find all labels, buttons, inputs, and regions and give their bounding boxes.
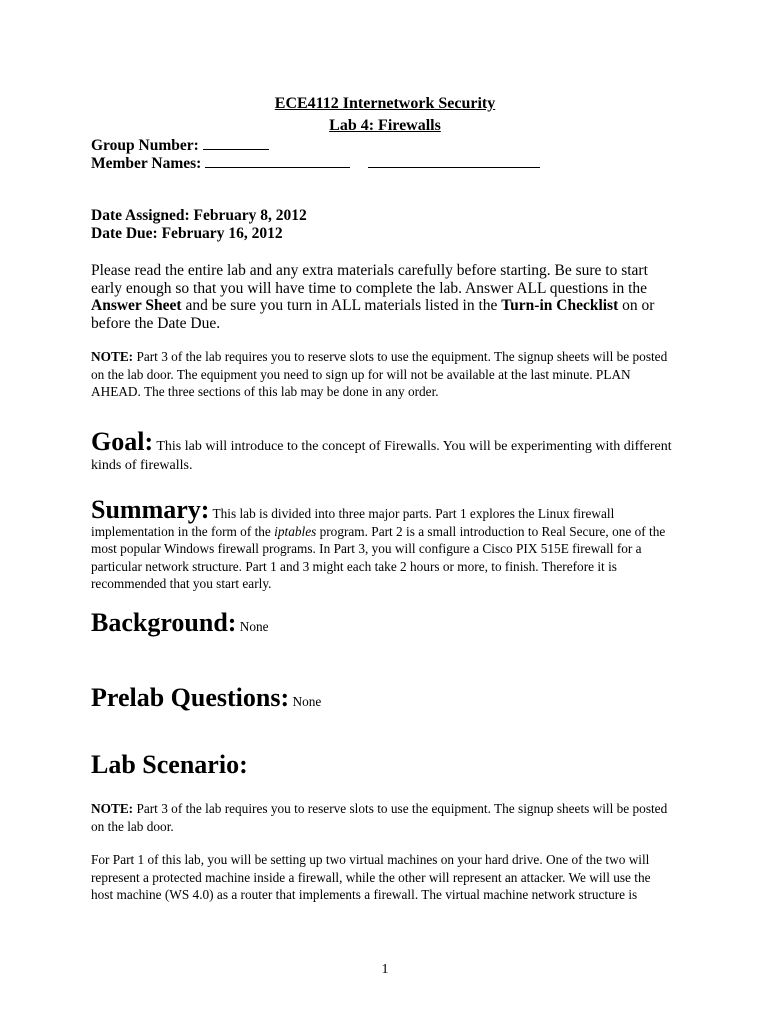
background-heading: Background: — [91, 608, 237, 637]
prelab-text: None — [289, 694, 322, 709]
goal-heading: Goal: — [91, 427, 154, 456]
date-due: Date Due: February 16, 2012 — [91, 225, 283, 242]
scenario-paragraph: For Part 1 of this lab, you will be setting up two virtual machines on your hard drive. One of the two will represent a protected machine inside a firewall, while the other will represent an attacker. We will use the host machine (WS 4.0) as a router that implements a firewall. The virtual machine network structure is — [91, 852, 651, 902]
member-name-field-2[interactable] — [368, 154, 540, 168]
prelab-section — [91, 683, 675, 712]
summary-heading: Summary: — [91, 495, 210, 524]
prelab-heading: Prelab Questions: — [91, 683, 290, 712]
member-names-row — [91, 154, 540, 173]
scenario-section — [91, 750, 675, 779]
date-assigned: Date Assigned: February 8, 2012 — [91, 207, 307, 224]
member-names-label: Member Names: — [91, 155, 202, 172]
goal-text: This lab will introduce to the concept of Firewalls. You will be experimenting with different kinds of firewalls. — [91, 439, 672, 473]
scenario-note: NOTE: Part 3 of the lab requires you to reserve slots to use the equipment. The signup sheets will be posted on the lab door. — [91, 801, 668, 834]
summary-section: Summary: This lab is divided into three major parts. Part 1 explores the Linux firewall implementation in the form of the iptables program. Part 2 is a small introduction to Real Secure, one of the most popular Windows firewall programs. In Part 3, you will configure a Cisco PIX 515E firewall for a particular network structure. Part 1 and 3 might each take 2 hours or more, to finish. Therefore it is recommended that you start early. — [91, 495, 666, 591]
group-number-row — [91, 136, 269, 155]
note-label: NOTE: — [91, 349, 134, 364]
background-text: None — [236, 619, 269, 634]
scenario-note-label: NOTE: — [91, 801, 134, 816]
member-name-field-1[interactable] — [205, 154, 350, 168]
scenario-heading: Lab Scenario: — [91, 750, 248, 779]
group-number-label: Group Number: — [91, 137, 199, 154]
course-title: ECE4112 Internetwork Security — [274, 95, 496, 112]
lab-title: Lab 4: Firewalls — [329, 117, 441, 134]
goal-section — [91, 427, 675, 475]
group-number-field[interactable] — [203, 136, 269, 150]
background-section — [91, 608, 675, 637]
intro-note: NOTE: Part 3 of the lab requires you to reserve slots to use the equipment. The signup sheets will be posted on the lab door. The equipment you need to sign up for will not be available at the last minute. PLAN AHEAD. The three sections of this lab may be done in any order. — [91, 349, 668, 399]
intro-paragraph: Please read the entire lab and any extra materials carefully before starting. Be sure to start early enough so that you will have time to complete the lab. Answer ALL questions in the Answer Sheet and be sure you turn in ALL materials listed in the Turn-in Checklist on or before the Date Due. — [91, 262, 655, 332]
page-number: 1 — [381, 962, 389, 977]
